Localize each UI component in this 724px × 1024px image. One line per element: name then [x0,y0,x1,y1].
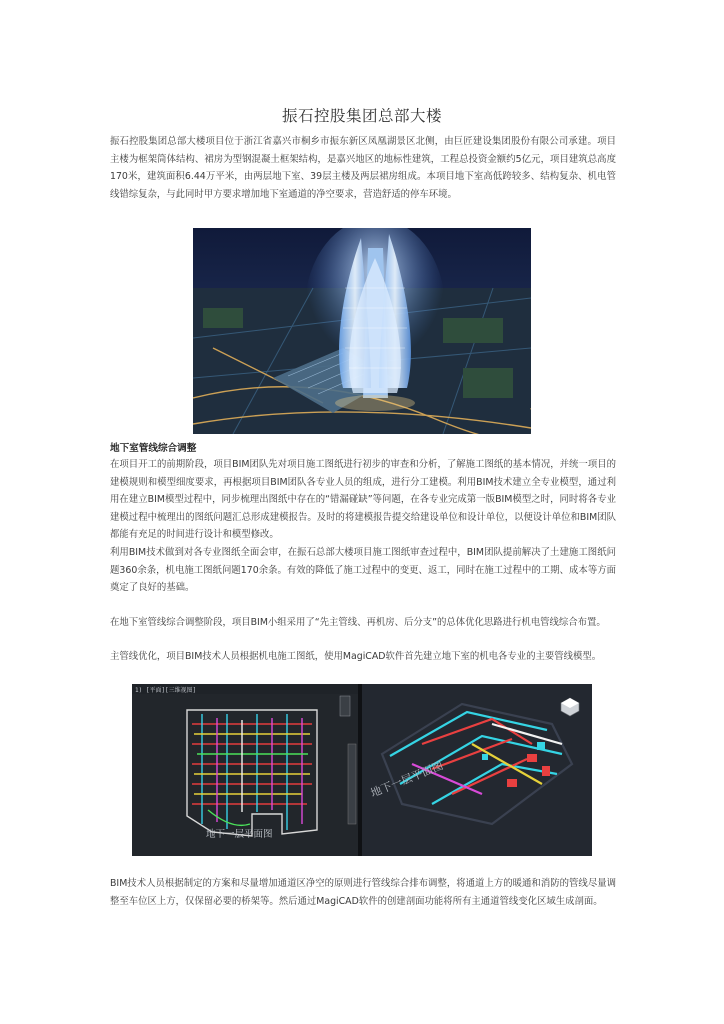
paragraph-2: 利用BIM技术做到对各专业图纸全面会审，在振石总部大楼项目施工图纸审查过程中，BIM团队提前解决了土建施工图纸问题360余条，机电施工图纸问题170余条。有效的降低了施工过程中的变更、返工，同时在施工过程中的工期、成本等方面奠定了良好的基础。 [110,547,616,594]
paragraph-5: BIM技术人员根据制定的方案和尽量增加通道区净空的原则进行管线综合排布调整，将通道上方的暖通和消防的管线尽量调整至车位区上方，仅保留必要的桥架等。然后通过MagiCAD软件的创建剖面功能将所有主通道管线变化区域生成剖面。 [110,878,616,907]
building-rendering-image [193,228,531,434]
pipeline-model-graphic [132,684,592,856]
plan-view-label: 地下一层平面图 [206,829,273,840]
building-rendering-graphic [193,228,531,434]
page-title: 振石控股集团总部大楼 [281,107,442,125]
paragraph-4: 主管线优化，项目BIM技术人员根据机电施工图纸，使用MagiCAD软件首先建立地下室的机电各专业的主要管线模型。 [110,651,602,662]
paragraph-1: 在项目开工的前期阶段，项目BIM团队先对项目施工图纸进行初步的审查和分析，了解施工图纸的基本情况，并统一项目的建模规则和模型细度要求，再根据项目BIM团队各专业人员的组成，进行分工建模。利用BIM技术建立全专业模型，通过利用在建立BIM模型过程中，同步梳理出图纸中存在的“错漏碰缺”等问题，在各专业完成第一版BIM模型之时，同时将各专业建模过程中梳理出的图纸问题汇总形成建模报告。及时的将建模报告提交给建设单位和设计单位，以便设计单位和BIM团队都能有充足的时间进行设计和模型修改。 [110,459,616,541]
window-caption: 1) [平面][三维视图] [135,687,197,694]
magicad-model-screenshot [132,684,592,856]
3d-view-label: 地下一层平面图 [368,759,446,800]
paragraph-3: 在地下室管线综合调整阶段，项目BIM小组采用了“先主管线、再机房、后分支”的总体优化思路进行机电管线综合布置。 [110,617,606,628]
intro-paragraph: 振石控股集团总部大楼项目位于浙江省嘉兴市桐乡市振东新区凤凰湖景区北侧，由巨匠建设集团股份有限公司承建。项目主楼为框架筒体结构、裙房为型钢混凝土框架结构，是嘉兴地区的地标性建筑，工程总投资金额约5亿元，项目建筑总高度170米，建筑面积6.44万平米，由两层地下室、39层主楼及两层裙房组成。本项目地下室高低跨较多、结构复杂、机电管线错综复杂，与此同时甲方要求增加地下室通道的净空要求，营造舒适的停车环境。 [110,136,616,200]
section-heading: 地下室管线综合调整 [110,443,197,454]
